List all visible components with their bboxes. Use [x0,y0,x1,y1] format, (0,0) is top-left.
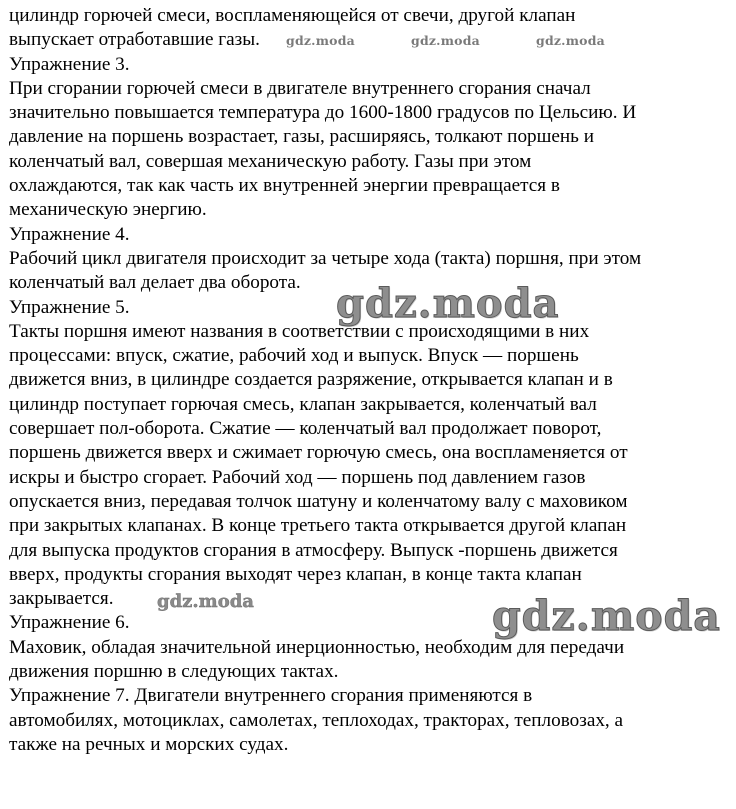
text-line: коленчатый вал, совершая механическую работу. Газы при этом [9,150,532,172]
text-line: При сгорании горючей смеси в двигателе внутреннего сгорания сначал [9,77,591,99]
text-line: давление на поршень возрастает, газы, расширяясь, толкают поршень и [9,126,595,148]
text-line: процессами: впуск, сжатие, рабочий ход и выпуск. Впуск — поршень [9,345,579,367]
text-line: искры и быстро сгорает. Рабочий ход — поршень под давлением газов [9,466,586,488]
document-body [9,4,733,757]
text-line: значительно повышается температура до 1600-1800 градусов по Цельсию. И [9,102,637,124]
text-line: закрывается. [9,588,114,610]
watermark-top-3: gdz.moda [536,33,605,48]
text-line: движения поршню в следующих тактах. [9,661,339,683]
exercise-heading: Упражнение 3. [9,53,130,75]
text-line: опускается вниз, передавая толчок шатуну и коленчатому валу с маховиком [9,490,628,512]
text-line: механическую энергию. [9,199,207,221]
text-line: Такты поршня имеют названия в соответствии с происходящими в них [9,320,590,342]
text-line: совершает пол-оборота. Сжатие — коленчатый вал продолжает поворот, [9,418,602,440]
text-line: при закрытых клапанах. В конце третьего такта открывается другой клапан [9,515,627,537]
exercise-heading: Упражнение 6. [9,612,130,634]
watermark-middle-large: gdz.moda [336,280,560,327]
text-line: выпускает отработавшие газы. [9,29,260,51]
text-line: движется вниз, в цилиндре создается разряжение, открывается клапан и в [9,369,613,391]
exercise-heading: Упражнение 7. Двигатели внутреннего сгорания применяются в [9,685,533,707]
text-line: также на речных и морских судах. [9,733,289,755]
text-line: коленчатый вал делает два оборота. [9,272,301,294]
text-line: автомобилях, мотоциклах, самолетах, теплоходах, тракторах, тепловозах, а [9,709,624,731]
text-line: поршень движется вверх и сжимает горючую смесь, она воспламеняется от [9,442,628,464]
exercise-heading: Упражнение 5. [9,296,130,318]
text-line: охлаждаются, так как часть их внутренней энергии превращается в [9,175,560,197]
text-line: цилиндр горючей смеси, воспламеняющейся от свечи, другой клапан [9,5,576,26]
text-line: для выпуска продуктов сгорания в атмосферу. Выпуск -поршень движется [9,539,618,561]
watermark-lower-large: gdz.moda [492,592,721,640]
watermark-top-2: gdz.moda [411,33,480,48]
text-line: цилиндр поступает горючая смесь, клапан закрывается, коленчатый вал [9,393,597,415]
exercise-heading: Упражнение 4. [9,223,130,245]
watermark-top-1: gdz.moda [286,33,355,48]
text-line: Рабочий цикл двигателя происходит за четыре хода (такта) поршня, при этом [9,247,642,269]
text-line: вверх, продукты сгорания выходят через клапан, в конце такта клапан [9,563,582,585]
watermark-lower-small: gdz.moda [157,591,254,612]
text-line: Маховик, обладая значительной инерционностью, необходим для передачи [9,636,625,658]
